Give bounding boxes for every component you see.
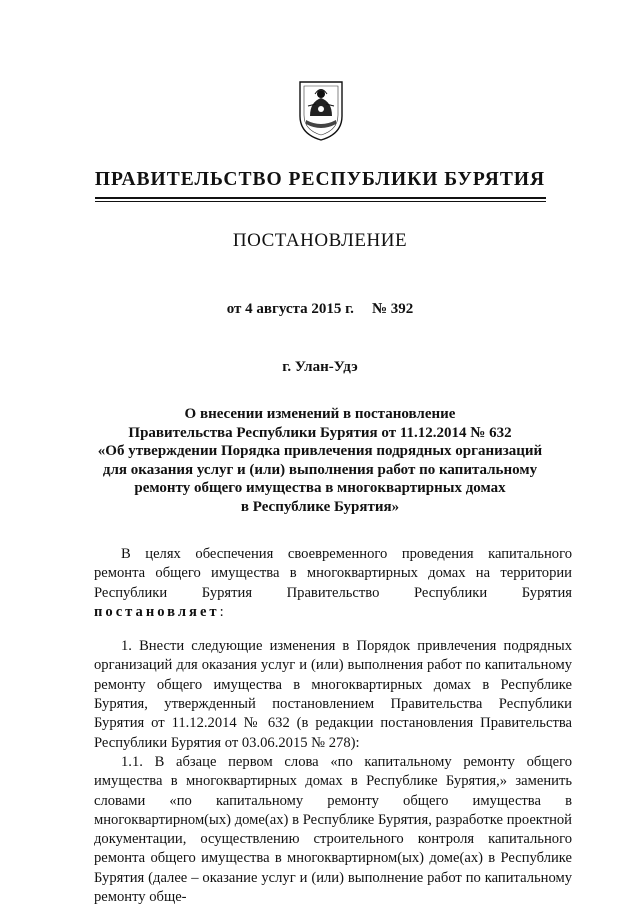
document-body bbox=[94, 545, 572, 907]
subject-line: «Об утверждении Порядка привлечения подрядных организаций bbox=[97, 443, 543, 459]
header-divider-thin bbox=[95, 201, 546, 202]
item-1-paragraph: 1. Внести следующие изменения в Порядок привлечения подрядных организаций для оказания услуг и (или) выполнения работ по капитальному ремонту общего имущества в многоквартирных домах в Республике Бурятия, утвержденный постановлением Правительства Республики Бурятия от 11.12.2014 № 632 (в редакции постановления Правительства Республики Бурятия от 03.06.2015 № 278): bbox=[94, 638, 572, 751]
document-date-line bbox=[0, 301, 640, 318]
document-city: г. Улан-Удэ bbox=[282, 359, 358, 375]
preamble-end: : bbox=[219, 603, 224, 620]
header-divider bbox=[95, 197, 546, 199]
subject-line: для оказания услуг и (или) выполнения работ по капитальному bbox=[102, 461, 538, 478]
document-subject bbox=[0, 405, 640, 516]
preamble-paragraph bbox=[94, 545, 572, 622]
preamble-text: В целях обеспечения своевременного проведения капитального ремонта общего имущества в многоквартирных домах на территории Республики Бурятия Правительство Республики Бурятия bbox=[94, 546, 572, 601]
item-1-1-paragraph: 1.1. В абзаце первом слова «по капитальному ремонту общего имущества в многоквартирных домах в Республике Бурятия,» заменить словами «по капитальному ремонту общего имущества в многоквартирном(ых) доме(ах) в Республике Бурятия, разработке проектной документации, осуществлению строительного контроля капитального ремонта общего имущества в многоквартирном(ых) доме(ах) в Республике Бурятия (далее – оказание услуг и (или) выполнение работ по капитальному ремонту обще- bbox=[94, 753, 572, 906]
subject-line: О внесении изменений в постановление bbox=[184, 406, 456, 422]
document-number: № 392 bbox=[371, 301, 414, 317]
subject-line: в Республике Бурятия» bbox=[240, 498, 400, 515]
subject-line: Правительства Республики Бурятия от 11.12.2014 № 632 bbox=[128, 424, 512, 441]
subject-line: ремонту общего имущества в многоквартирных домах bbox=[134, 480, 506, 496]
document-date: от 4 августа 2015 г. bbox=[226, 301, 354, 317]
coat-of-arms-icon bbox=[296, 76, 346, 142]
decree-word: постановляет bbox=[94, 603, 220, 620]
organization-title: ПРАВИТЕЛЬСТВО РЕСПУБЛИКИ БУРЯТИЯ bbox=[94, 169, 546, 190]
document-type: ПОСТАНОВЛЕНИЕ bbox=[232, 230, 408, 251]
